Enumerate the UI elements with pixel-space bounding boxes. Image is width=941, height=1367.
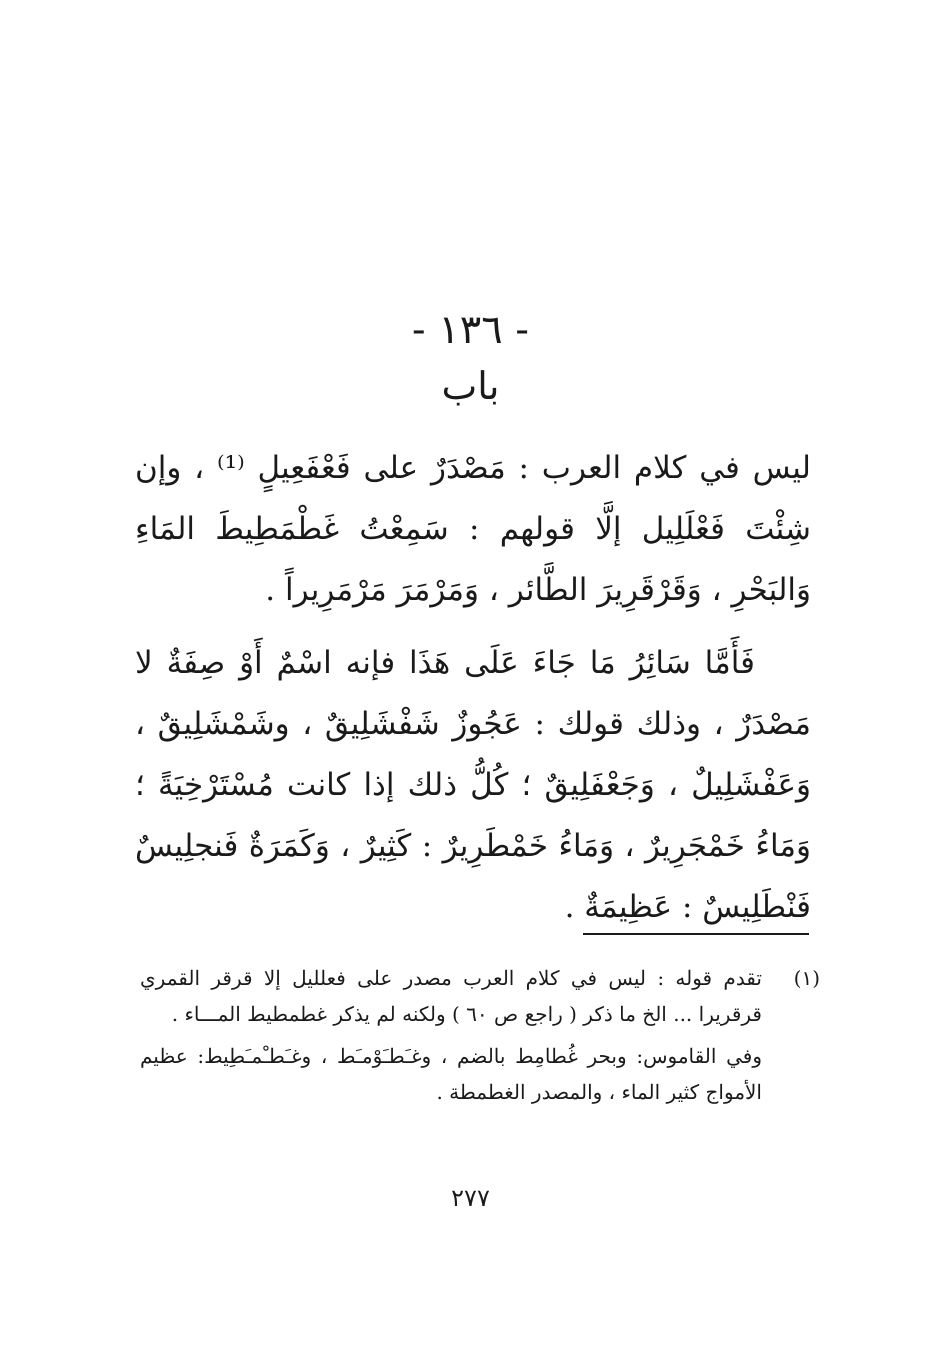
page-number: ٢٧٧	[451, 1184, 490, 1212]
footnote-text: تقدم قوله : ليس في كلام العرب مصدر على فعلليل إلا قرقر القمري قرقريرا ... الخ ما ذكر ( راجع ص ٦٠ ) ولكنه لم يذكر غطمطيط المـــاء .	[140, 966, 762, 1026]
footnote-continuation: وفي القاموس: وبحر غُطامِط بالضم ، وغـَطـَوْمـَط ، وغـَطـْمـَطِيط: عظيم الأمواج كثير الماء ، والمصدر الغطمطة .	[140, 1044, 762, 1104]
footnote-1	[140, 960, 820, 1032]
chapter-page-number: - ١٣٦ -	[412, 307, 529, 353]
body-paragraph-2: فَأَمَّا سَائِرُ مَا جَاءَ عَلَى هَذَا فإنه اسْمٌ أَوْ صِفَةٌ لا مَصْدَرٌ ، وذلك قولك : عَجُوزٌ شَفْشَلِيقٌ ، وشَمْشَلِيقٌ ، وَعَفْشَلِيلٌ ، وَجَعْفَلِيقٌ ؛ كُلُّ ذلك إذا كانت مُسْتَرْخِيَةً ؛ وَمَاءُ خَمْجَرِيرٌ ، وَمَاءُ خَمْطَرِيرٌ : كَثِيرٌ ، وَكَمَرَةٌ فَنجلِيسٌ فَنْطَلِيسٌ : عَظِيمَةٌ .	[135, 645, 811, 925]
footnote-separator	[583, 933, 809, 935]
footnotes	[140, 960, 820, 1110]
section-heading: باب	[441, 364, 500, 408]
body-paragraph-1: ليس في كلام العرب : مَصْدَرٌ على فَعْفَعِيلٍ ⁽¹⁾ ، وإن شِئْتَ فَعْلَلِيل إلَّا قولهم : سَمِعْتُ غَطْمَطِيطَ المَاءِ وَالبَحْرِ ، وَقَرْقَرِيرَ الطَّائر ، وَمَرْمَرَ مَرْمَرِيراً .	[135, 450, 811, 608]
main-text	[135, 438, 811, 938]
footnote-marker: (١)	[793, 966, 820, 990]
